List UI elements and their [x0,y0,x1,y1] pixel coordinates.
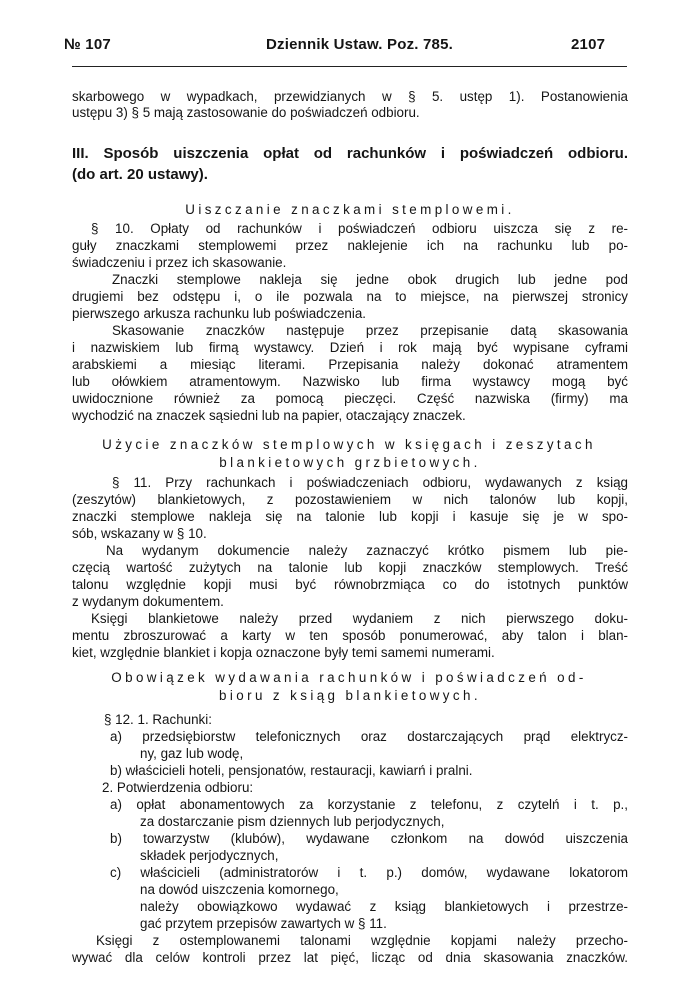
chapter-heading: III. Sposób uiszczenia opłat od rachunków i poświadczeń odbioru. [72,145,628,162]
list-item: 2. Potwierdzenia odbioru: [102,780,254,795]
paragraph-line: należy obowiązkowo wydawać z ksiąg blankietowych i przestrze- [140,899,628,914]
issue-number: № 107 [64,36,111,53]
intro-line: skarbowego w wypadkach, przewidzianych w § 5. ustęp 1). Postanowienia [72,89,628,104]
paragraph-line: częcią wartość zużytych na talonie lub kopji znaczków stemplowych. Treść [72,560,628,575]
section-title: Użycie znaczków stemplowych w księgach i zeszytach [102,437,596,452]
paragraph-line: guły znaczkami stemplowemi przez naklejenie ich na rachunku lub po- [72,238,628,253]
page-number: 2107 [571,36,606,53]
paragraph-line: sób, wskazany w § 10. [72,526,207,541]
header-rule [72,66,627,67]
paragraph-line: lub ołówkiem atramentowym. Nazwisko lub firma wystawcy mogą być [72,374,628,389]
chapter-heading: (do art. 20 ustawy). [72,166,208,183]
paragraph-line: pierwszego arkusza rachunku lub poświadczenia. [72,306,367,321]
paragraph-line: kiet, względnie blankiet i kopja oznaczone były temi samemi numerami. [72,645,495,660]
section-title: Uiszczanie znaczkami stemplowemi. [185,202,515,217]
list-item: a) opłat abonamentowych za korzystanie z telefonu, z czytelń i t. p., [110,797,628,812]
paragraph-line: § 11. Przy rachunkach i poświadczeniach odbioru, wydawanych z ksiąg [112,475,628,490]
paragraph-line: (zeszytów) blankietowych, z pozostawieniem w nich talonów lub kopji, [72,492,628,507]
list-item: na dowód uiszczenia komornego, [140,882,339,897]
section-title: bioru z ksiąg blankietowych. [219,688,481,703]
intro-line: ustępu 3) § 5 mają zastosowanie do poświadczeń odbioru. [72,105,420,120]
list-item: § 12. 1. Rachunki: [104,712,212,727]
paragraph-line: uwidocznione również za pomocą pieczęci. Część nazwiska (firmy) ma [72,391,628,406]
paragraph-line: § 10. Opłaty od rachunków i poświadczeń odbioru uiszcza się z re- [91,221,628,236]
paragraph-line: Znaczki stemplowe nakleja się jedne obok drugich lub jedne pod [112,272,628,287]
list-item: za dostarczanie pism dziennych lub perjodycznych, [140,814,445,829]
paragraph-line: i nazwiskiem lub firmą wystawcy. Dzień i rok mają być wypisane cyframi [72,340,628,355]
paragraph-line: Na wydanym dokumencie należy zaznaczyć krótko pismem lub pie- [106,543,628,558]
list-item: a) przedsiębiorstw telefonicznych oraz dostarczających prąd elektrycz- [110,729,628,744]
paragraph-line: Skasowanie znaczków następuje przez przepisanie datą skasowania [112,323,628,338]
section-title: Obowiązek wydawania rachunków i poświadczeń od- [111,670,587,685]
paragraph-line: drugiemi bez odstępu i, o ile pozwala na to miejsce, na pierwszej stronicy [72,289,628,304]
list-item: składek perjodycznych, [140,848,279,863]
paragraph-line: z wydanym dokumentem. [72,594,224,609]
paragraph-line: Księgi blankietowe należy przed wydaniem z nich pierwszego doku- [91,611,628,626]
paragraph-line: arabskiemi a miesiąc literami. Przepisania należy dokonać atramentem [72,357,628,372]
paragraph-line: świadczeniu i przez ich skasowanie. [72,255,287,270]
paragraph-line: znaczki stemplowe nakleja się na talonie lub kopji i kasuje się je w spo- [72,509,628,524]
paragraph-line: wywać dla celów kontroli przez lat pięć, licząc od dnia skasowania znaczków. [72,950,628,965]
paragraph-line: wychodzić na znaczek sąsiedni lub na papier, otaczający znaczek. [72,408,466,423]
journal-title: Dziennik Ustaw. Poz. 785. [266,36,453,53]
paragraph-line: gać przytem przepisów zawartych w § 11. [140,916,387,931]
paragraph-line: mentu zbroszurować a karty w ten sposób ponumerować, aby talon i blan- [72,628,628,643]
list-item: c) właścicieli (administratorów i t. p.) domów, wydawane lokatorom [110,865,628,880]
paragraph-line: Księgi z ostemplowanemi talonami względnie kopjami należy przecho- [96,933,628,948]
section-title: blankietowych grzbietowych. [219,455,481,470]
list-item: b) właścicieli hoteli, pensjonatów, restauracji, kawiarń i pralni. [110,763,473,778]
list-item: ny, gaz lub wodę, [140,746,244,761]
paragraph-line: talonu względnie kopji musi być równobrzmiąca co do istotnych punktów [72,577,628,592]
list-item: b) towarzystw (klubów), wydawane członkom na dowód uiszczenia [110,831,628,846]
